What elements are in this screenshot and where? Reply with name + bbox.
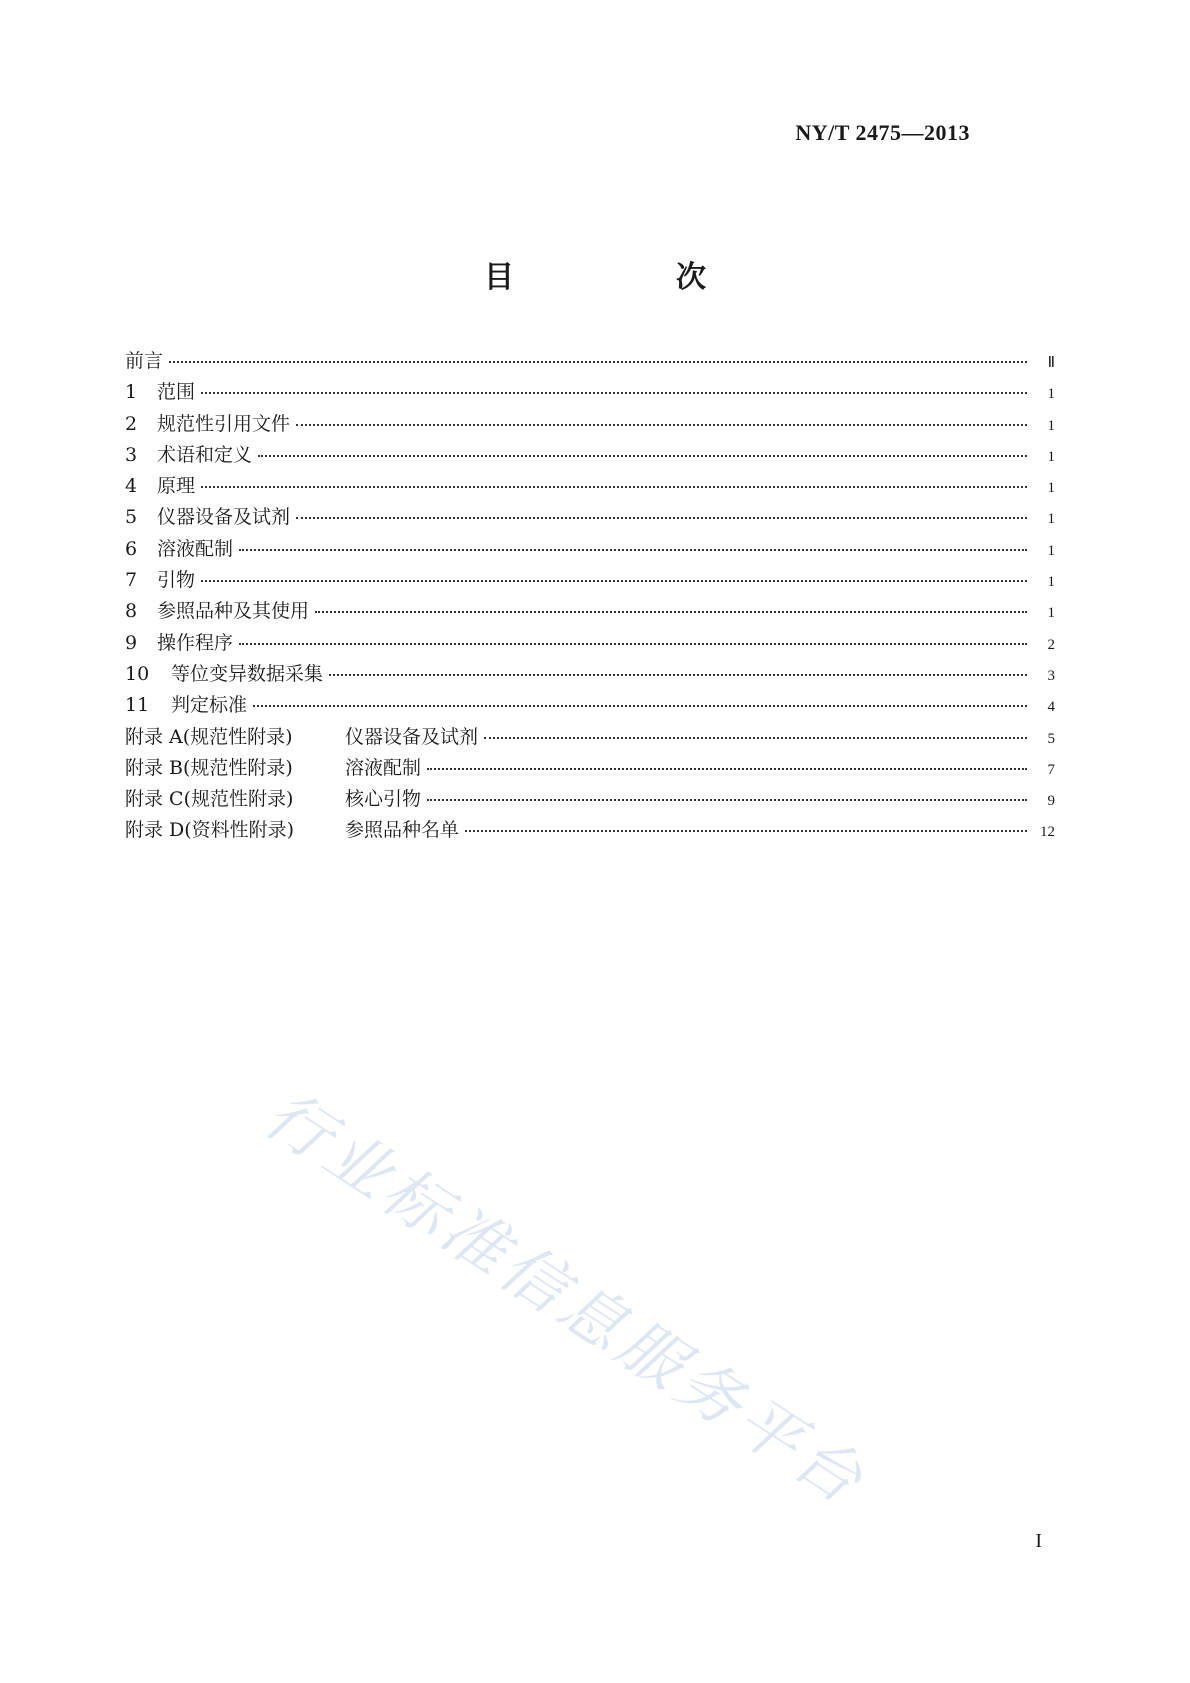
toc-entry-text: 溶液配制	[345, 756, 422, 779]
toc-entry-foreword[interactable]	[125, 346, 1055, 377]
toc-entry[interactable]	[125, 440, 1055, 471]
toc-entry-text: 引物	[157, 569, 196, 592]
toc-entry-annex-b[interactable]	[125, 753, 1055, 784]
dot-leader	[296, 517, 1027, 519]
toc-page-number: 12	[1040, 824, 1055, 841]
toc-entry[interactable]	[125, 377, 1055, 408]
toc-annex-label: 附录 B(规范性附录)	[125, 756, 293, 779]
toc-page-number: 1	[1047, 574, 1055, 591]
toc-page-number: 1	[1047, 511, 1055, 528]
toc-entry[interactable]	[125, 409, 1055, 440]
dot-leader	[315, 611, 1027, 613]
standard-number: NY/T 2475—2013	[795, 120, 970, 145]
toc-entry[interactable]	[125, 628, 1055, 659]
toc-entry-text: 操作程序	[157, 631, 234, 654]
toc-entry-number: 7	[125, 569, 138, 592]
toc-entry-number: 10	[125, 662, 150, 685]
toc-entry-text: 参照品种及其使用	[157, 600, 310, 623]
toc-entry-number: 5	[125, 506, 138, 529]
toc-entry[interactable]	[125, 690, 1055, 721]
toc-entry-text: 参照品种名单	[345, 819, 460, 842]
dot-leader	[296, 424, 1027, 426]
toc-entry[interactable]	[125, 502, 1055, 533]
toc-page-number: 2	[1047, 636, 1055, 653]
toc-page-number: 7	[1047, 761, 1055, 778]
toc-entry[interactable]	[125, 471, 1055, 502]
toc-annex-label: 附录 C(规范性附录)	[125, 788, 294, 811]
toc-page-number: 4	[1047, 699, 1055, 716]
toc-page-number: 1	[1047, 542, 1055, 559]
toc-entry[interactable]	[125, 659, 1055, 690]
toc-page-number: 1	[1047, 480, 1055, 497]
toc-entry-text: 术语和定义	[157, 443, 253, 466]
toc-entry-text: 前言	[125, 350, 164, 372]
toc-entry-text: 等位变异数据采集	[171, 662, 324, 685]
dot-leader	[258, 455, 1027, 457]
toc-entry-number: 8	[125, 600, 138, 623]
toc-entry-annex-a[interactable]	[125, 722, 1055, 753]
toc-entry-number: 2	[125, 412, 138, 435]
toc-entry-text: 判定标准	[171, 694, 248, 717]
toc-entry-number: 4	[125, 475, 138, 498]
toc-entry-text: 原理	[157, 475, 196, 498]
page-title: 目 次	[484, 260, 772, 295]
toc-annex-label: 附录 A(规范性附录)	[125, 725, 293, 748]
toc-entry-text: 仪器设备及试剂	[157, 506, 291, 529]
toc-page-number: 5	[1047, 730, 1055, 747]
dot-leader	[239, 643, 1027, 645]
dot-leader	[201, 486, 1027, 488]
toc-page-number: 1	[1047, 417, 1055, 434]
dot-leader	[253, 705, 1027, 707]
toc-page-number: Ⅱ	[1047, 355, 1055, 371]
toc-entry-text: 范围	[157, 381, 196, 404]
dot-leader	[427, 768, 1027, 770]
toc-entry-text: 仪器设备及试剂	[345, 725, 479, 748]
dot-leader	[201, 392, 1027, 394]
toc-page-number: 3	[1047, 667, 1055, 684]
dot-leader	[427, 799, 1027, 801]
toc-page-number: 1	[1047, 605, 1055, 622]
toc-page-number: 1	[1047, 448, 1055, 465]
toc-entry[interactable]	[125, 596, 1055, 627]
dot-leader	[465, 830, 1027, 832]
toc-entry-annex-d[interactable]	[125, 815, 1055, 846]
watermark: 行业标准信息服务平台	[251, 1077, 879, 1521]
toc-entry-number: 1	[125, 381, 138, 404]
toc-entry-text: 溶液配制	[157, 537, 234, 560]
toc-entry-number: 9	[125, 631, 138, 654]
toc-entry-number: 11	[125, 694, 150, 717]
dot-leader	[484, 737, 1027, 739]
toc-page-number: 1	[1047, 386, 1055, 403]
dot-leader	[329, 674, 1027, 676]
toc-annex-label: 附录 D(资料性附录)	[125, 819, 295, 842]
table-of-contents	[125, 346, 1055, 847]
dot-leader	[201, 580, 1027, 582]
toc-entry-number: 6	[125, 537, 138, 560]
dot-leader	[169, 361, 1027, 363]
toc-entry-text: 规范性引用文件	[157, 412, 291, 435]
dot-leader	[239, 549, 1027, 551]
toc-entry[interactable]	[125, 565, 1055, 596]
toc-page-number: 9	[1047, 793, 1055, 810]
toc-entry-number: 3	[125, 443, 138, 466]
toc-entry[interactable]	[125, 534, 1055, 565]
page-folio: I	[1035, 1530, 1042, 1552]
toc-entry-text: 核心引物	[345, 788, 422, 811]
toc-entry-annex-c[interactable]	[125, 784, 1055, 815]
